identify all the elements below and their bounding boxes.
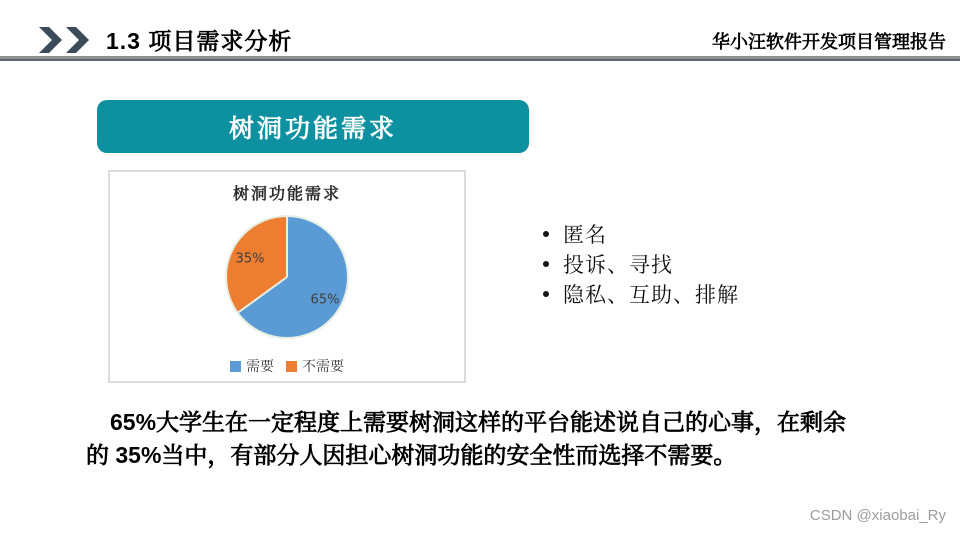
list-item bbox=[543, 279, 739, 309]
pie-chart bbox=[225, 215, 349, 339]
bullet-text: 匿名 bbox=[563, 223, 607, 247]
banner-label: 树洞功能需求 bbox=[228, 114, 397, 143]
pie-chart-card bbox=[108, 170, 466, 383]
bullet-text: 隐私、互助、排解 bbox=[563, 283, 739, 307]
watermark: CSDN @xiaobai_Ry bbox=[809, 507, 946, 524]
legend-item-need bbox=[230, 356, 274, 376]
bullet-list bbox=[543, 219, 739, 309]
bullet-text: 投诉、寻找 bbox=[563, 253, 673, 277]
section-banner bbox=[97, 100, 529, 153]
bullet-dot bbox=[543, 291, 549, 297]
list-item bbox=[543, 219, 739, 249]
legend-label-need: 需要 bbox=[246, 360, 274, 375]
header-divider bbox=[0, 56, 960, 61]
pie-slice-divider bbox=[286, 217, 288, 277]
pie-value-label-not-need: 35% bbox=[235, 251, 265, 267]
double-chevron-icon bbox=[38, 27, 96, 53]
legend-label-not-need: 不需要 bbox=[302, 360, 344, 375]
summary-line: 65%大学生在一定程度上需要树洞这样的平台能述说自己的心事，在剩余 bbox=[110, 409, 847, 435]
bullet-dot bbox=[543, 231, 549, 237]
bullet-dot bbox=[543, 261, 549, 267]
summary-paragraph bbox=[86, 406, 916, 472]
pie-value-label-need: 65% bbox=[310, 292, 340, 308]
legend-swatch-orange bbox=[286, 361, 297, 372]
report-title: 华小汪软件开发项目管理报告 bbox=[712, 32, 946, 52]
legend-item-not-need bbox=[286, 356, 344, 376]
summary-line: 的 35%当中，有部分人因担心树洞功能的安全性而选择不需要。 bbox=[86, 442, 737, 468]
chart-legend bbox=[110, 356, 464, 376]
section-title: 1.3 项目需求分析 bbox=[106, 28, 293, 54]
chart-title: 树洞功能需求 bbox=[232, 186, 341, 203]
legend-swatch-blue bbox=[230, 361, 241, 372]
list-item bbox=[543, 249, 739, 279]
